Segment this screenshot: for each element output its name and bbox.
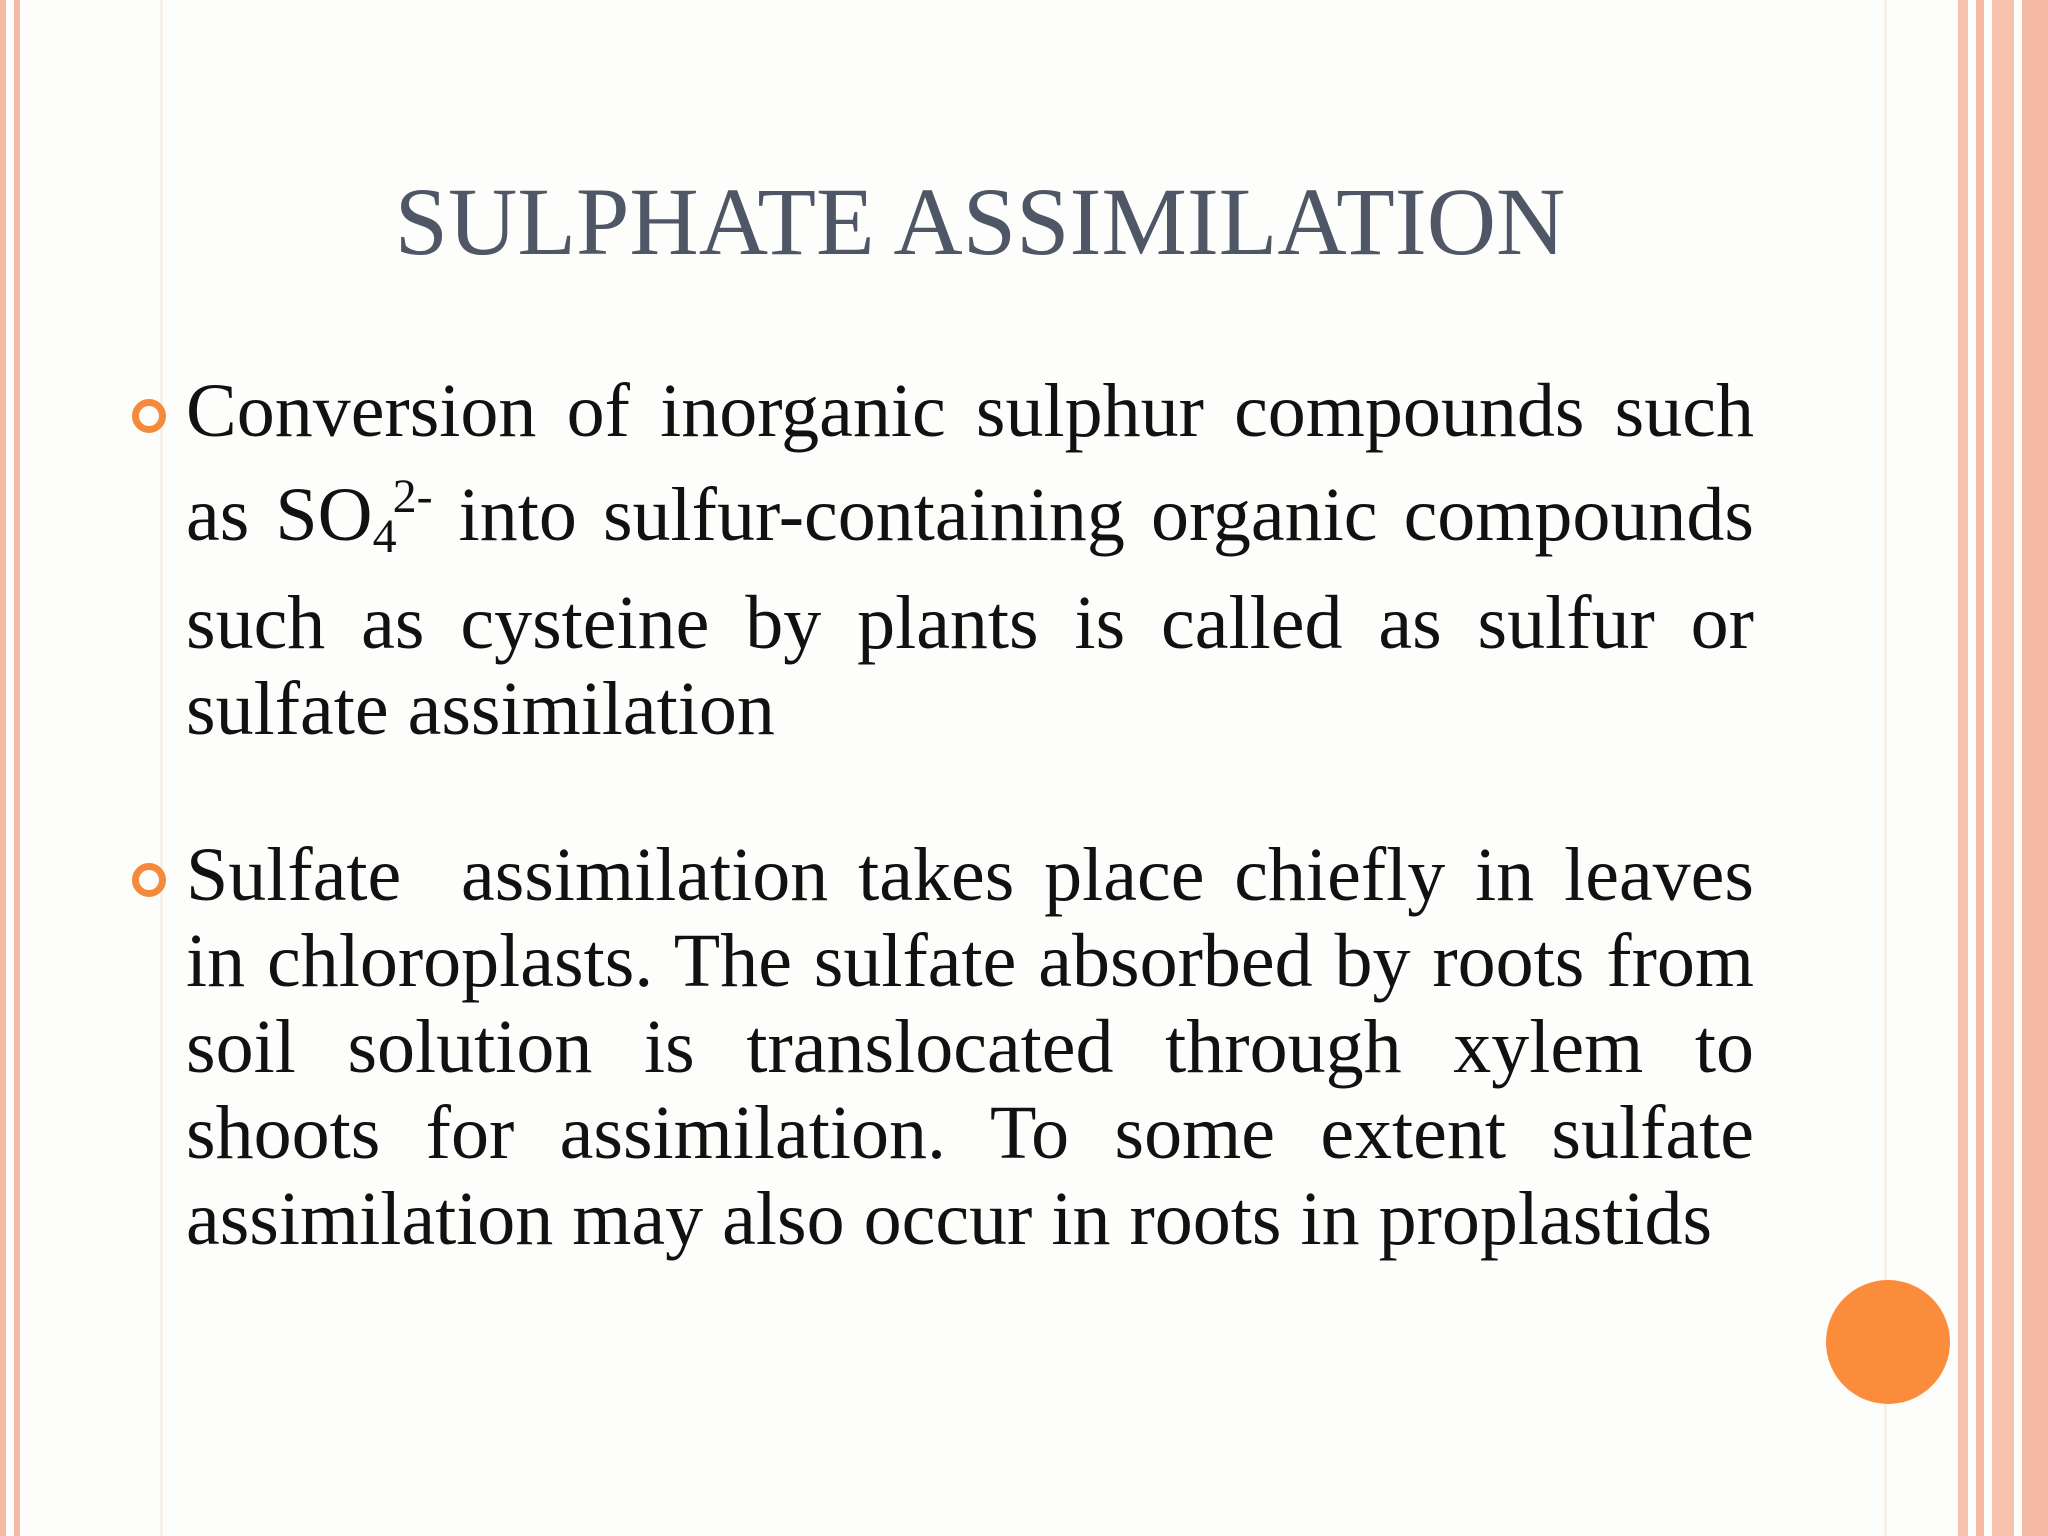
orange-circle-icon — [1826, 1280, 1950, 1404]
slide-title: SULPHATE ASSIMILATION — [394, 168, 1566, 275]
bullet-text-1 — [186, 368, 1754, 752]
frame-line-right-3 — [1992, 0, 2014, 1536]
bullet-1-superscript: 2- — [392, 470, 433, 523]
frame-line-right-4 — [2022, 0, 2048, 1536]
frame-line-right-2 — [1976, 0, 1984, 1536]
bullet-1-text-after: into sulfur-containing organic compounds such as cysteine by plants is called as sulfur or sulfate assimilation — [186, 473, 1754, 751]
frame-line-left-outer — [0, 0, 6, 1536]
frame-line-right-1 — [1958, 0, 1968, 1536]
hollow-circle-bullet-icon — [132, 399, 166, 433]
bullet-1-text-before: Conversion of inorganic sulphur compounds such as SO — [186, 369, 1754, 557]
bullet-item-2 — [132, 832, 1773, 1262]
bullet-text-2: Sulfate assimilation takes place chiefly in leaves in chloroplasts. The sulfate absorbed by roots from soil solution is translocated through xylem to shoots for assimilation. To some extent sulfate assimilation may also occur in roots in proplastids — [186, 833, 1773, 1261]
bullet-item-1 — [132, 368, 1754, 752]
hollow-circle-bullet-icon — [132, 863, 166, 897]
frame-line-left-inner — [14, 0, 20, 1536]
bullet-1-subscript: 4 — [372, 510, 397, 563]
